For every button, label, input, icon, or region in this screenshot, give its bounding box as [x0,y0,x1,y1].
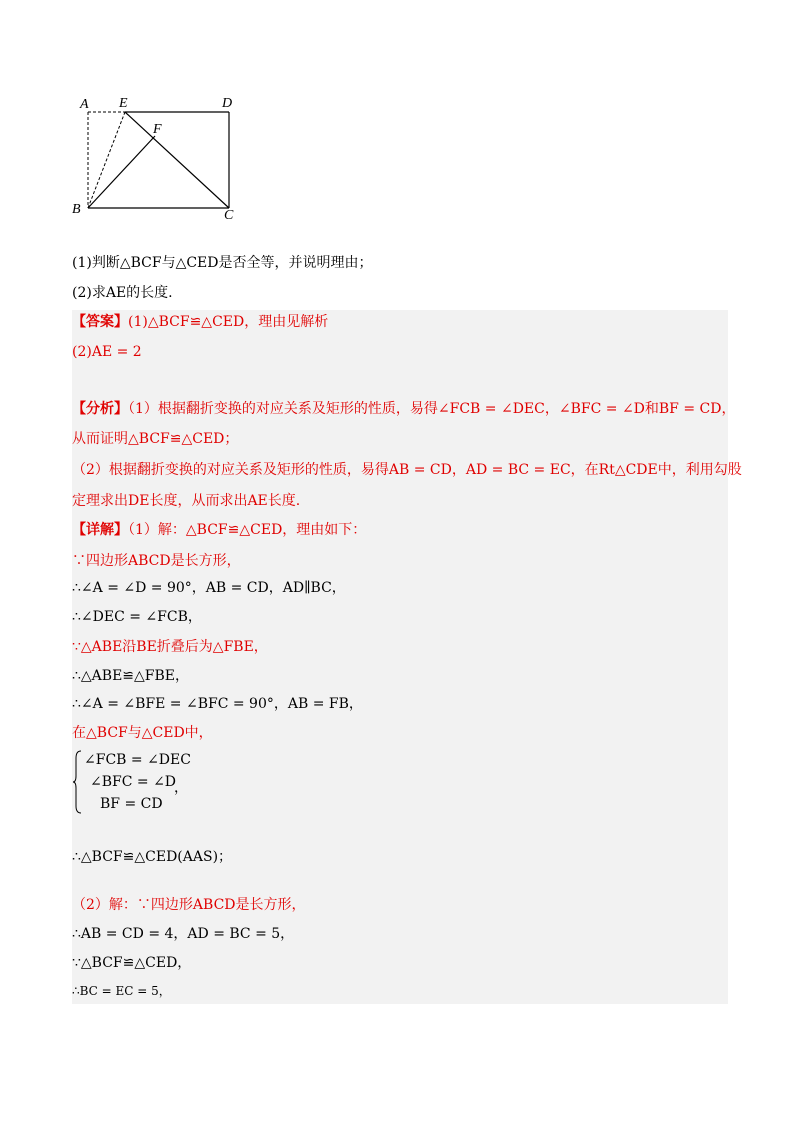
segment-BF [88,136,155,208]
question-1: (1)判断△BCF与△CED是否全等，并说明理由； [72,255,373,271]
part2-step-2: ∵△BCF≌△CED， [72,955,192,971]
rectangle-fold-diagram [60,88,260,228]
analysis-line-1 [72,399,735,419]
analysis-text-1: （1）根据翻折变换的对应关系及矩形的性质，易得∠FCB = ∠DEC，∠BFC = ∠D和BF = CD， [128,401,736,417]
label-F: F [153,122,162,137]
detail-step-5: ∴△ABE≌△FBE， [72,668,190,684]
analysis-text-3: （2）根据翻折变换的对应关系及矩形的性质，易得AB = CD，AD = BC = EC，在Rt△CDE中，利用勾股 [72,462,742,478]
detail-step-2: ∴∠A = ∠D = 90°，AB = CD，AD∥BC， [72,580,346,596]
analysis-text-2: 从而证明△BCF≌△CED； [72,431,239,447]
analysis-tag: 【分析】 [72,401,128,417]
segment-BE-dashed [88,112,125,208]
detail-head: （1）解：△BCF≌△CED，理由如下： [128,522,367,538]
detail-step-4: ∵△ABE沿BE折叠后为△FBE， [72,639,268,655]
system-row-2: ∠BFC = ∠D [90,774,177,790]
label-D: D [222,96,233,111]
detail-step-8: ∴△BCF≌△CED(AAS)； [72,849,233,865]
detail-step-6: ∴∠A = ∠BFE = ∠BFC = 90°，AB = FB， [72,696,363,712]
geometry-figure [60,88,260,228]
equation-system [72,750,252,814]
left-brace-icon [72,750,82,814]
part2-head: （2）解：∵四边形ABCD是长方形， [72,897,306,913]
system-row-3: BF = CD [100,796,163,812]
question-2: (2)求AE的长度. [72,285,173,301]
part2-step-3: ∴BC = EC = 5， [72,984,171,998]
label-C: C [224,208,234,223]
answer-tag: 【答案】 [72,314,128,330]
label-A: A [80,97,89,112]
label-B: B [72,202,81,217]
detail-tag: 【详解】 [72,522,128,538]
detail-step-3: ∴∠DEC = ∠FCB， [72,609,202,625]
answer-line-1 [72,312,328,332]
answer-2: (2)AE = 2 [72,344,142,360]
system-tail: ， [174,780,188,796]
answer-1: (1)△BCF≌△CED，理由见解析 [128,314,329,330]
system-row-1: ∠FCB = ∠DEC [84,752,191,768]
analysis-text-4: 定理求出DE长度，从而求出AE长度. [72,493,301,509]
segment-EC [125,112,229,208]
detail-step-7: 在△BCF与△CED中， [72,725,213,741]
detail-step-1: ∵四边形ABCD是长方形， [72,553,241,569]
solution-panel [72,310,742,1004]
part2-step-1: ∴AB = CD = 4，AD = BC = 5， [72,926,295,942]
label-E: E [119,96,128,111]
detail-head-line [72,520,366,540]
